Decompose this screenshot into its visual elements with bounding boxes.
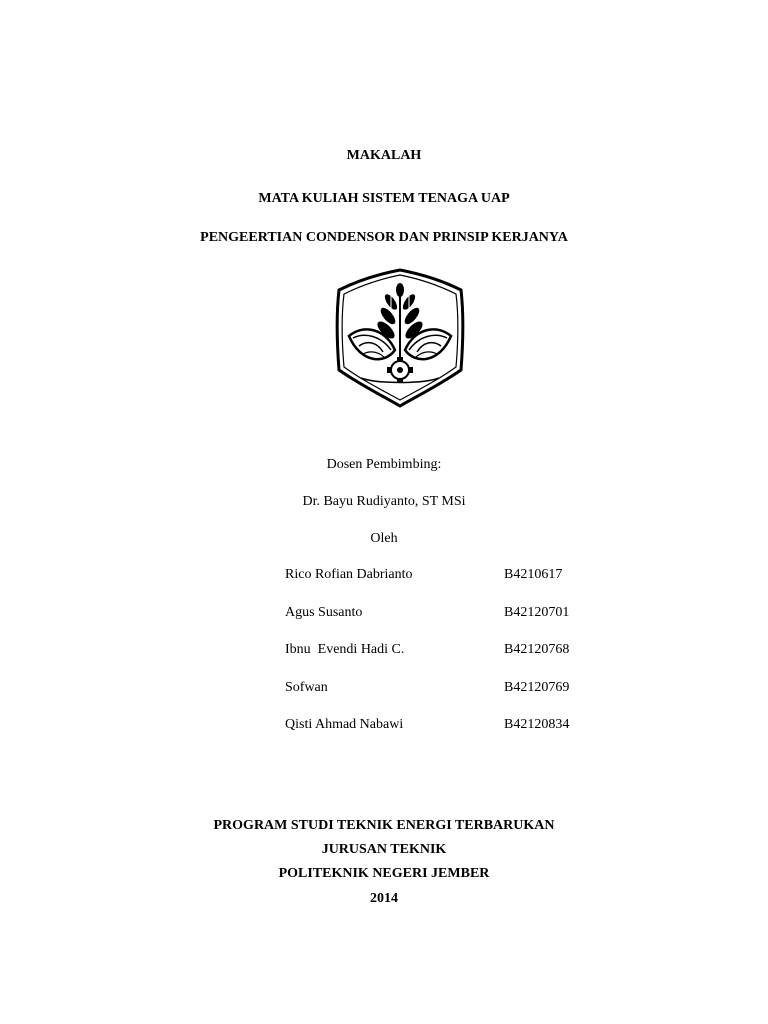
member-row <box>285 679 605 717</box>
paper-title: PENGEERTIAN CONDENSOR DAN PRINSIP KERJANYA <box>200 230 568 245</box>
member-nim: B42120769 <box>504 679 570 695</box>
advisor-label: Dosen Pembimbing: <box>326 457 442 472</box>
member-nim: B42120701 <box>504 604 570 620</box>
member-row <box>285 641 605 679</box>
year: 2014 <box>370 891 398 906</box>
member-row <box>285 604 605 642</box>
member-nim: B42120768 <box>504 642 570 657</box>
member-nim: B42120834 <box>504 717 570 732</box>
politeknik-negeri-jember-emblem-icon <box>333 266 467 410</box>
study-program: PROGRAM STUDI TEKNIK ENERGI TERBARUKAN <box>213 818 555 833</box>
member-name: Qisti Ahmad Nabawi <box>285 717 404 732</box>
member-row <box>285 566 605 604</box>
advisor-name: Dr. Bayu Rudiyanto, ST MSi <box>302 494 466 509</box>
member-row <box>285 716 605 754</box>
member-name: Agus Susanto <box>285 604 363 620</box>
member-nim: B4210617 <box>504 567 563 582</box>
institution: POLITEKNIK NEGERI JEMBER <box>278 866 490 881</box>
member-name: Sofwan <box>285 679 328 695</box>
member-name: Ibnu Evendi Hadi C. <box>285 642 405 657</box>
course-title: MATA KULIAH SISTEM TENAGA UAP <box>258 191 510 206</box>
document-type-heading: MAKALAH <box>346 148 422 163</box>
by-label: Oleh <box>370 531 398 546</box>
member-name: Rico Rofian Dabrianto <box>285 567 413 582</box>
member-list <box>285 566 605 754</box>
department: JURUSAN TEKNIK <box>321 842 447 857</box>
